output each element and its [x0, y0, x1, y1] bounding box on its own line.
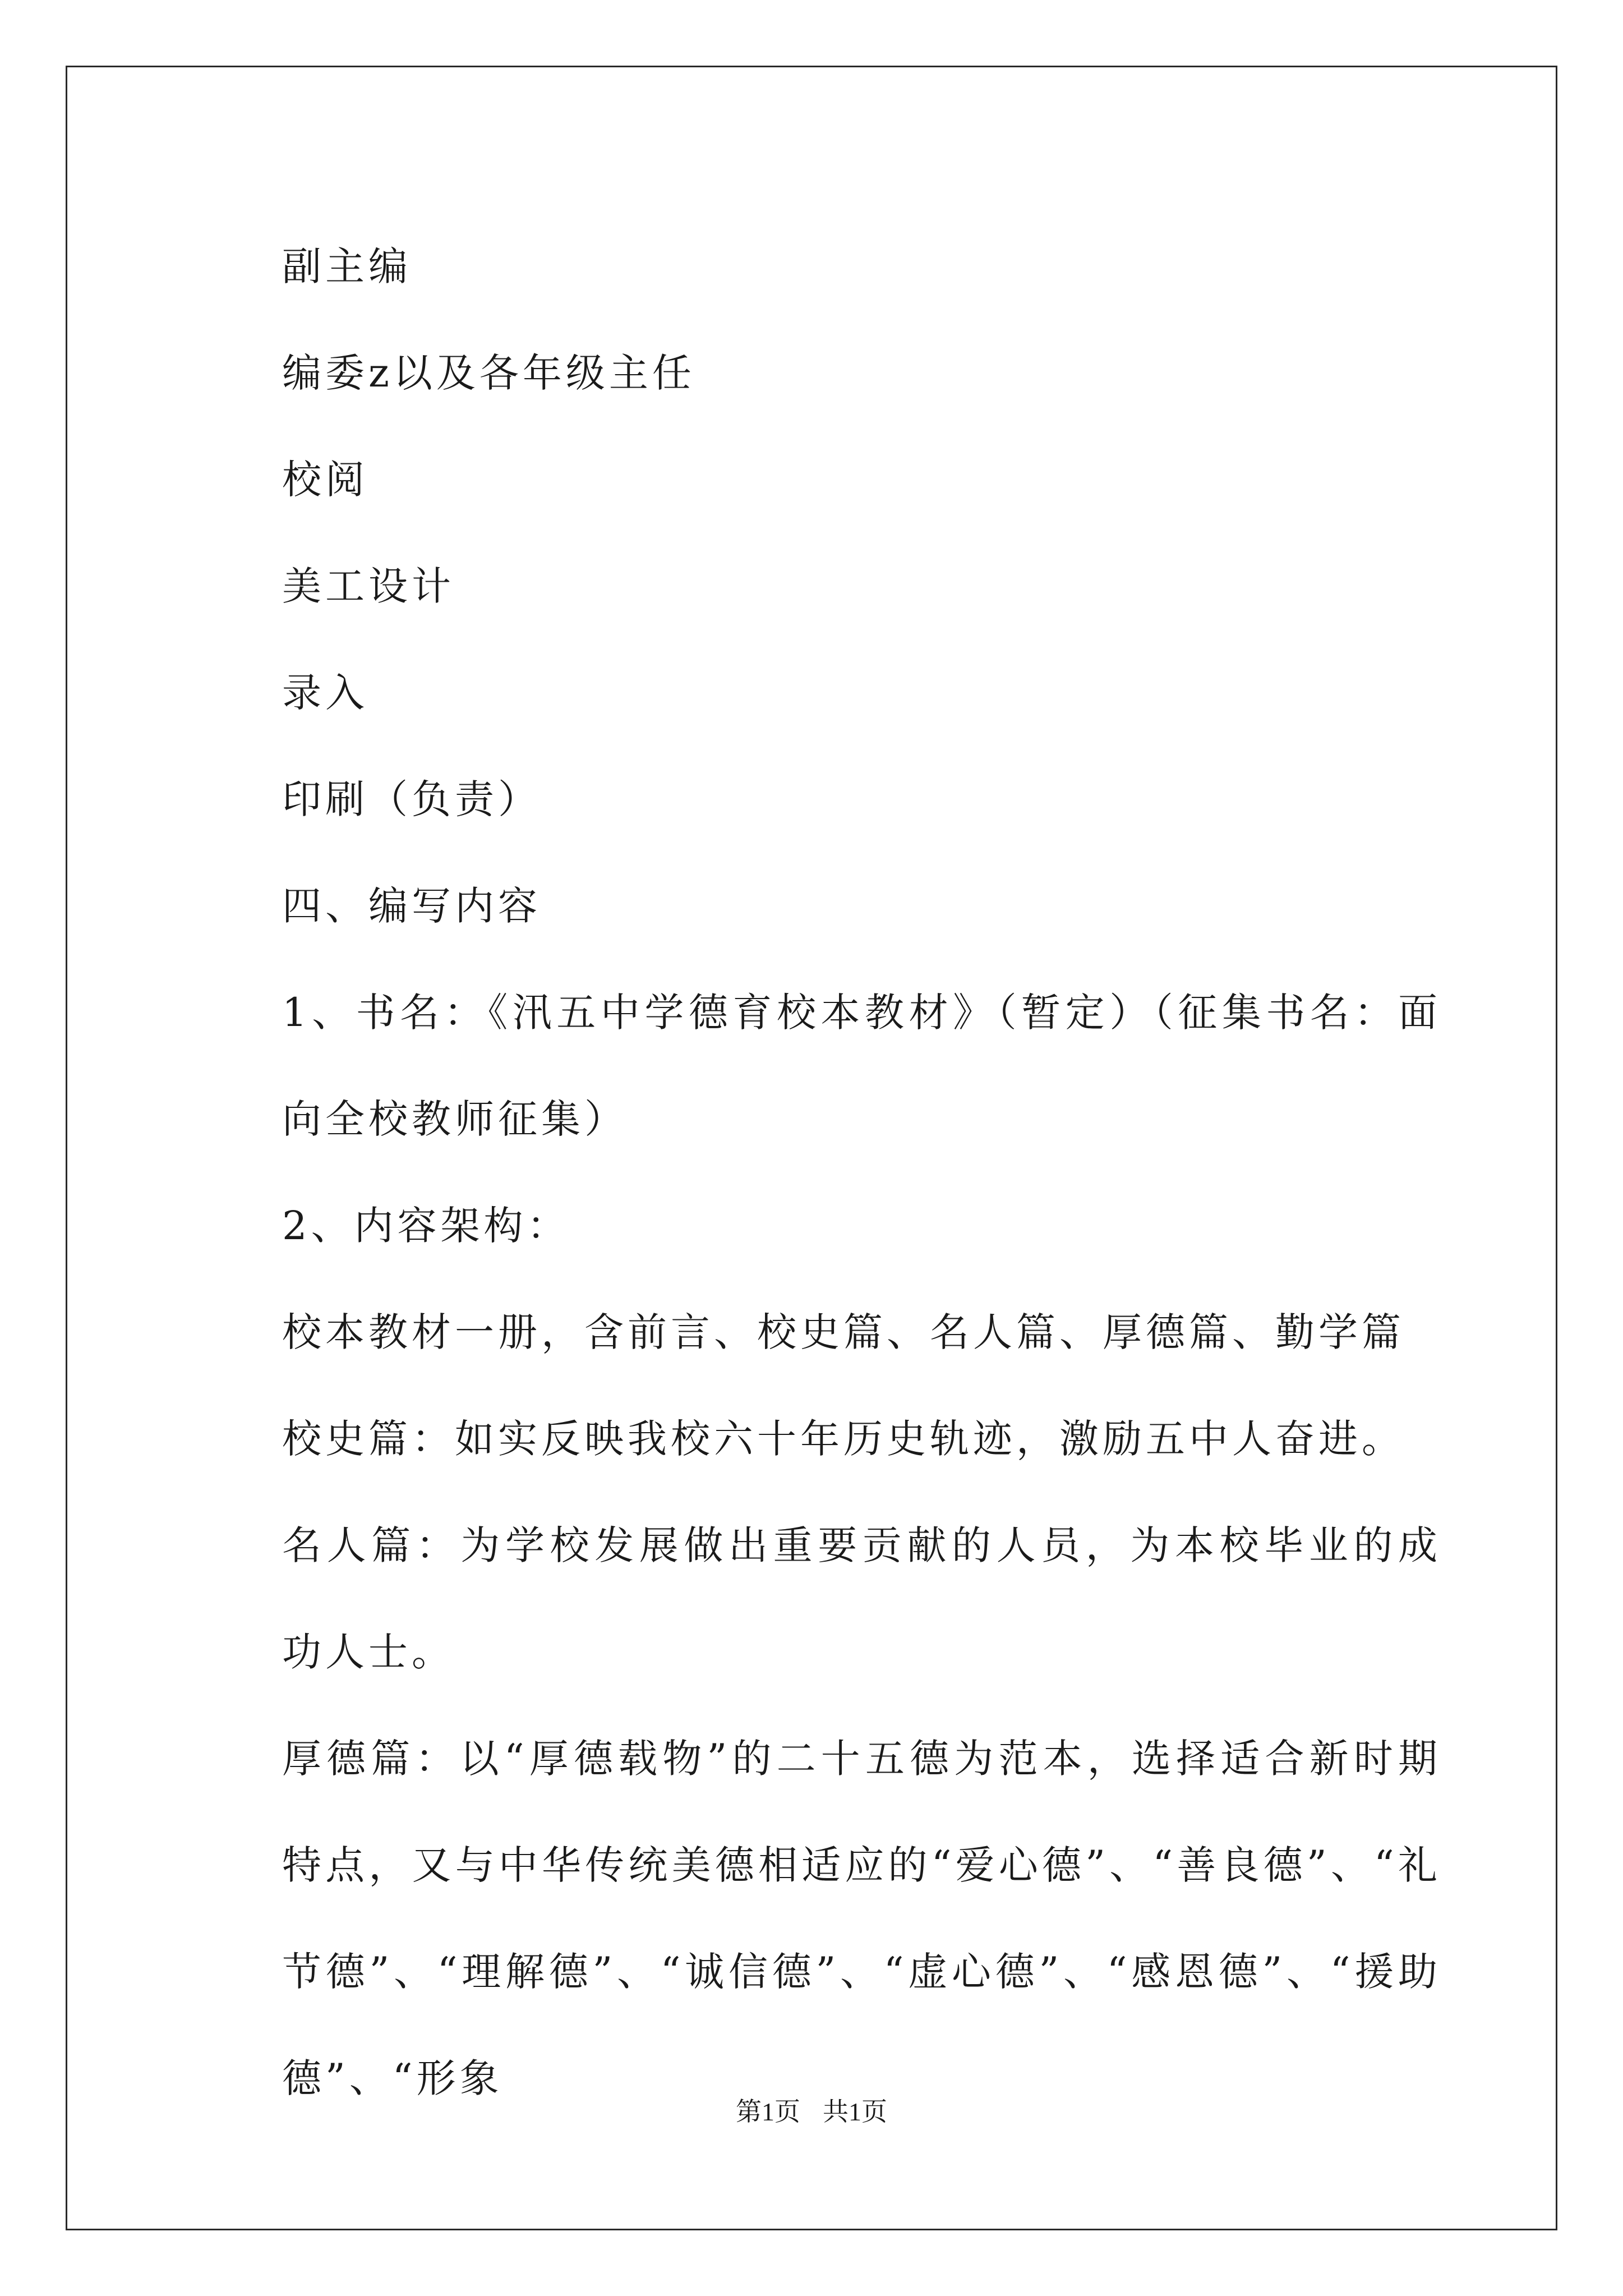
document-body [199, 213, 1441, 2132]
paragraph-volume-contents: 校本教材一册，含前言、校史篇、名人篇、厚德篇、勤学篇 [282, 1309, 1405, 1355]
paragraph-proofreading: 校阅 [282, 457, 368, 503]
paragraph-structure: 2、内容架构： [282, 1203, 570, 1249]
paragraph-printing: 印刷（负责） [282, 776, 541, 822]
paragraph-book-title: 1、书名：《汛五中学德育校本教材》（暂定）（征集书名：面向全校教师征集） [282, 990, 1441, 1142]
paragraph-notable-people: 名人篇：为学校发展做出重要贡献的人员，为本校毕业的成功人士。 [282, 1522, 1441, 1675]
page-number-current: 第1页 [736, 2097, 800, 2126]
paragraph-virtue: 厚德篇：以“厚德载物”的二十五德为范本，选择适合新时期特点，又与中华传统美德相适应的“爱心德”、“善良德”、“礼节德”、“理解德”、“诚信德”、“虚心德”、“感恩德”、“援助德”、“形象 [282, 1736, 1441, 2101]
page-footer [0, 2095, 1623, 2129]
paragraph-art-design: 美工设计 [282, 563, 455, 609]
paragraph-deputy-editor: 副主编 [282, 243, 412, 289]
paragraph-school-history: 校史篇：如实反映我校六十年历史轨迹，激励五中人奋进。 [282, 1416, 1405, 1462]
paragraph-editorial-board: 编委z以及各年级主任 [282, 350, 695, 396]
paragraph-data-entry: 录入 [282, 670, 368, 716]
page-number-total: 共1页 [823, 2097, 887, 2126]
section-heading-content: 四、编写内容 [282, 883, 541, 929]
